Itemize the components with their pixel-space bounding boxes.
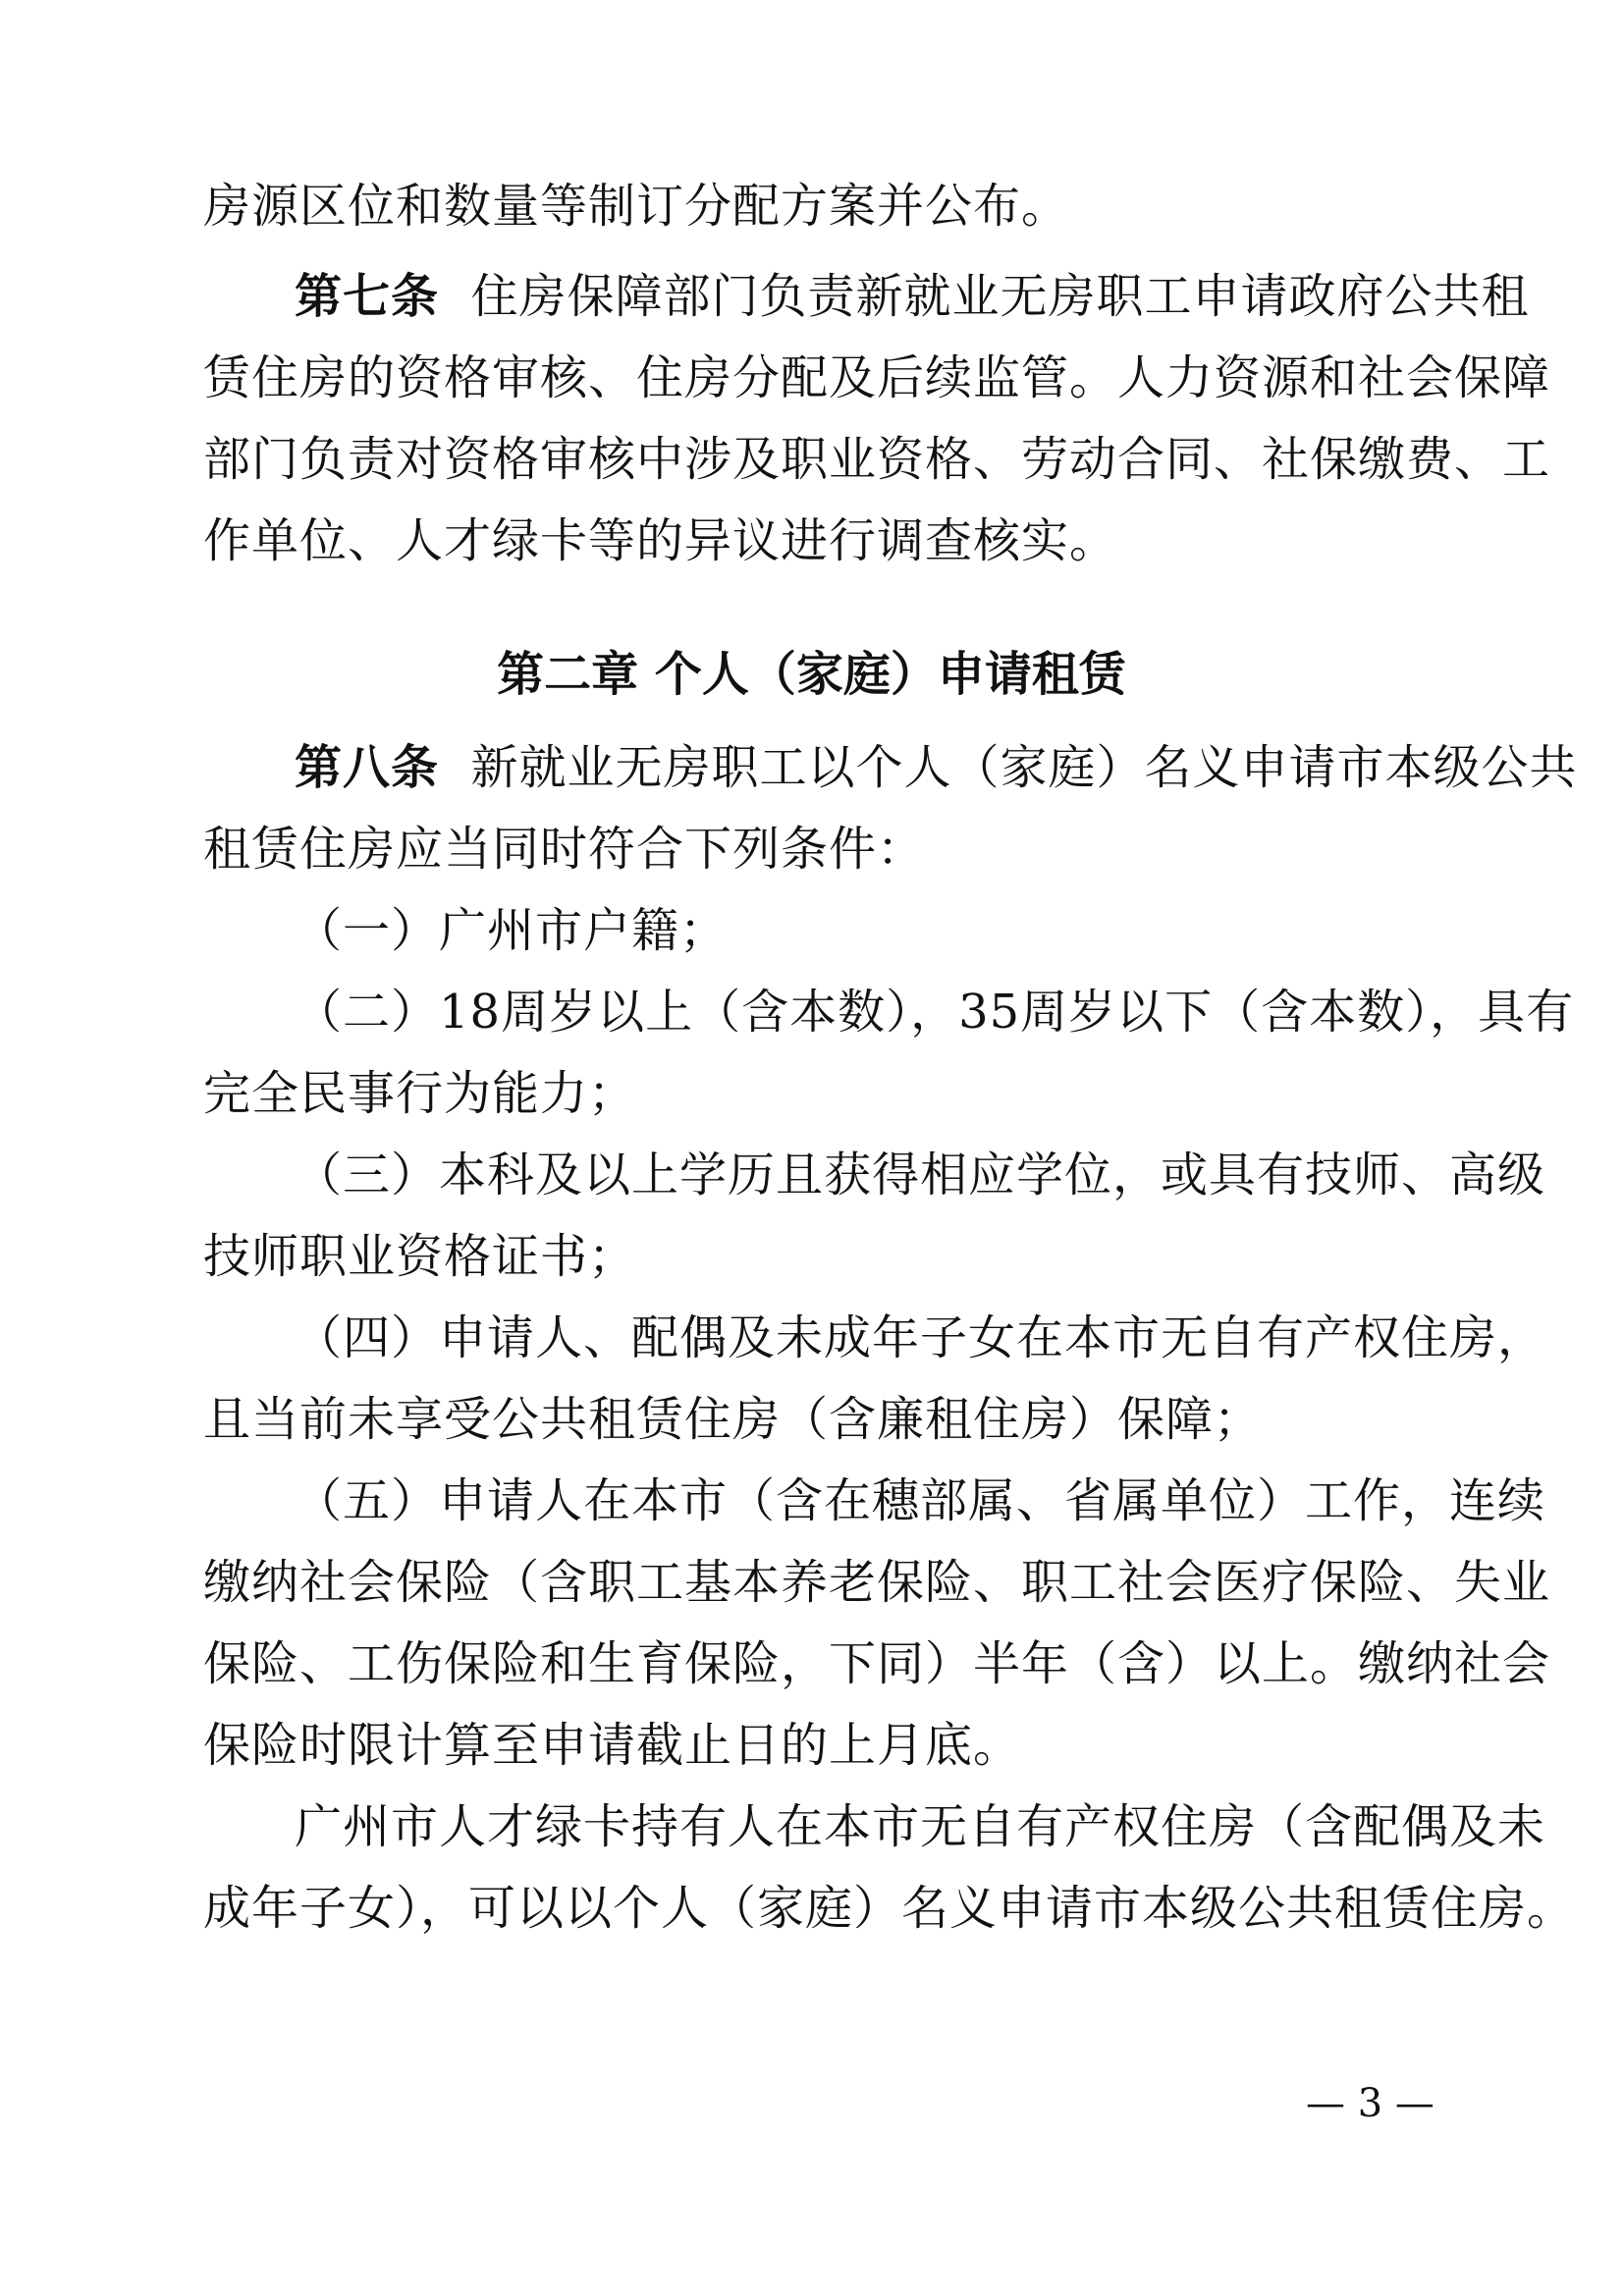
text-line: 作单位、人才绿卡等的异议进行调查核实。 — [203, 513, 1118, 568]
text-line: 房源区位和数量等制订分配方案并公布。 — [203, 179, 1070, 234]
text-line: 租赁住房应当同时符合下列条件： — [203, 822, 926, 877]
condition-5-line-3: 保险、工伤保险和生育保险，下同）半年（含）以上。缴纳社会 — [203, 1636, 1551, 1691]
text-line: 赁住房的资格审核、住房分配及后续监管。人力资源和社会保障 — [203, 350, 1551, 405]
condition-2-line-1: （二）18周岁以上（含本数），35周岁以下（含本数），具有 — [295, 985, 1575, 1040]
paragraph-line-1: 广州市人才绿卡持有人在本市无自有产权住房（含配偶及未 — [295, 1799, 1546, 1854]
text-line: 部门负责对资格审核中涉及职业资格、劳动合同、社保缴费、工 — [203, 432, 1551, 487]
article-7-text: 住房保障部门负责新就业无房职工申请政府公共租 — [470, 269, 1530, 324]
condition-3-line-2: 技师职业资格证书； — [203, 1229, 637, 1284]
chapter-title: 第二章 个人（家庭）申请租赁 — [497, 647, 1126, 702]
condition-5-line-4: 保险时限计算至申请截止日的上月底。 — [203, 1718, 1022, 1773]
condition-4-line-1: （四）申请人、配偶及未成年子女在本市无自有产权住房， — [295, 1310, 1546, 1365]
paragraph-line-2: 成年子女），可以以个人（家庭）名义申请市本级公共租赁住房。 — [203, 1881, 1576, 1936]
article-8-text: 新就业无房职工以个人（家庭）名义申请市本级公共 — [470, 740, 1578, 795]
condition-1: （一）广州市户籍； — [295, 903, 729, 958]
article-7-label: 第七条 — [295, 269, 440, 324]
condition-5-line-2: 缴纳社会保险（含职工基本养老保险、职工社会医疗保险、失业 — [203, 1555, 1551, 1610]
article-7-first-line — [295, 267, 1530, 326]
condition-2-line-2: 完全民事行为能力； — [203, 1066, 637, 1121]
page-number: — 3 — — [1306, 2081, 1434, 2126]
article-8-first-line — [295, 738, 1578, 797]
condition-4-line-2: 且当前未享受公共租赁住房（含廉租住房）保障； — [203, 1392, 1263, 1447]
article-8-label: 第八条 — [295, 740, 440, 795]
condition-3-line-1: （三）本科及以上学历且获得相应学位，或具有技师、高级 — [295, 1148, 1546, 1202]
condition-5-line-1: （五）申请人在本市（含在穗部属、省属单位）工作，连续 — [295, 1473, 1546, 1528]
